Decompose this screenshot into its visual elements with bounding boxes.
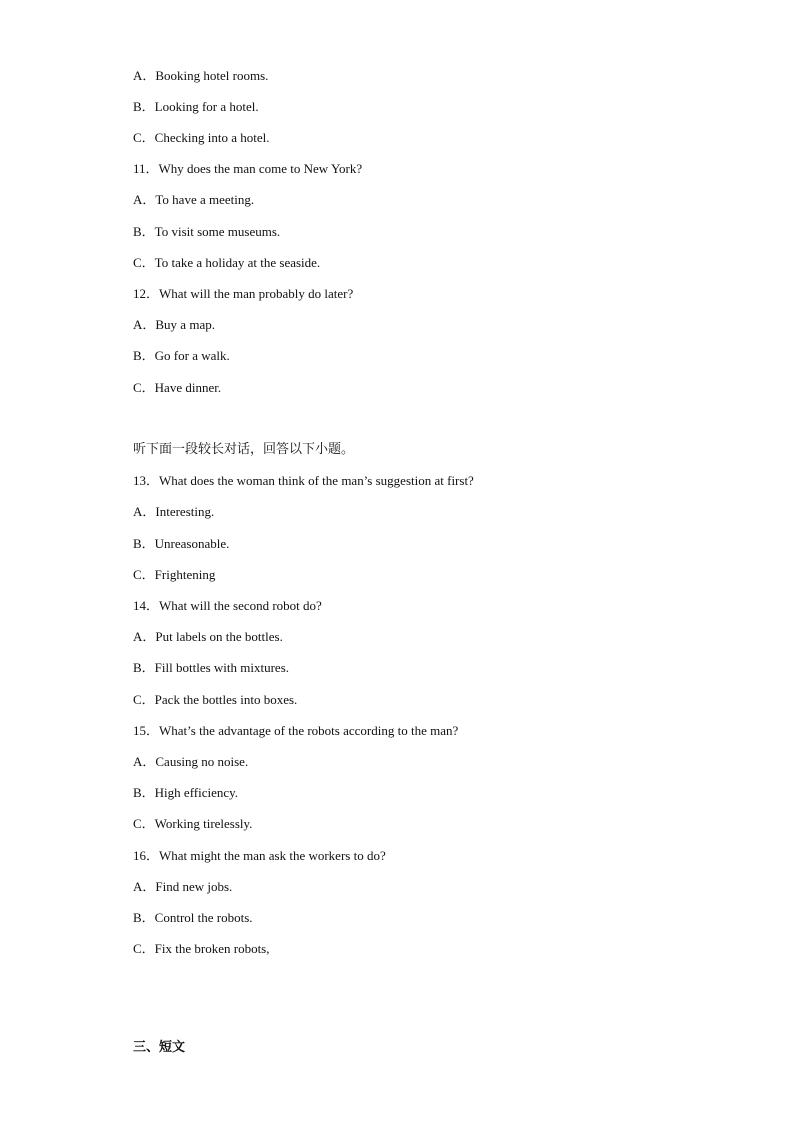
option-c-q10: C．Checking into a hotel. — [133, 130, 270, 145]
question-13: 13．What does the woman think of the man’s suggestion at first? — [133, 473, 474, 488]
question-15: 15．What’s the advantage of the robots according to the man? — [133, 723, 459, 738]
option-c-q11: C．To take a holiday at the seaside. — [133, 255, 321, 270]
option-b-q16: B．Control the robots. — [133, 910, 253, 925]
option-b-q10: B．Looking for a hotel. — [133, 99, 259, 114]
option-b-q12: B．Go for a walk. — [133, 348, 230, 363]
option-a-q14: A．Put labels on the bottles. — [133, 629, 283, 644]
question-14: 14．What will the second robot do? — [133, 598, 322, 613]
option-b-q11: B．To visit some museums. — [133, 224, 281, 239]
option-b-q14: B．Fill bottles with mixtures. — [133, 660, 290, 675]
question-11: 11．Why does the man come to New York? — [133, 161, 363, 176]
question-16: 16．What might the man ask the workers to do? — [133, 848, 386, 863]
section-instruction: 听下面一段较长对话，回答以下小题。 — [133, 442, 355, 457]
option-a-q10: A．Booking hotel rooms. — [133, 68, 269, 83]
option-c-q12: C．Have dinner. — [133, 380, 222, 395]
option-c-q15: C．Working tirelessly. — [133, 816, 253, 831]
option-a-q13: A．Interesting. — [133, 504, 215, 519]
section-heading: 三、短文 — [133, 1040, 186, 1055]
option-c-q13: C．Frightening — [133, 567, 216, 582]
option-c-q14: C．Pack the bottles into boxes. — [133, 692, 298, 707]
question-12: 12．What will the man probably do later? — [133, 286, 354, 301]
option-b-q13: B．Unreasonable. — [133, 536, 230, 551]
option-a-q15: A．Causing no noise. — [133, 754, 249, 769]
option-b-q15: B．High efficiency. — [133, 785, 239, 800]
option-a-q16: A．Find new jobs. — [133, 879, 233, 894]
option-a-q11: A．To have a meeting. — [133, 192, 255, 207]
option-c-q16: C．Fix the broken robots, — [133, 941, 270, 956]
option-a-q12: A．Buy a map. — [133, 317, 215, 332]
